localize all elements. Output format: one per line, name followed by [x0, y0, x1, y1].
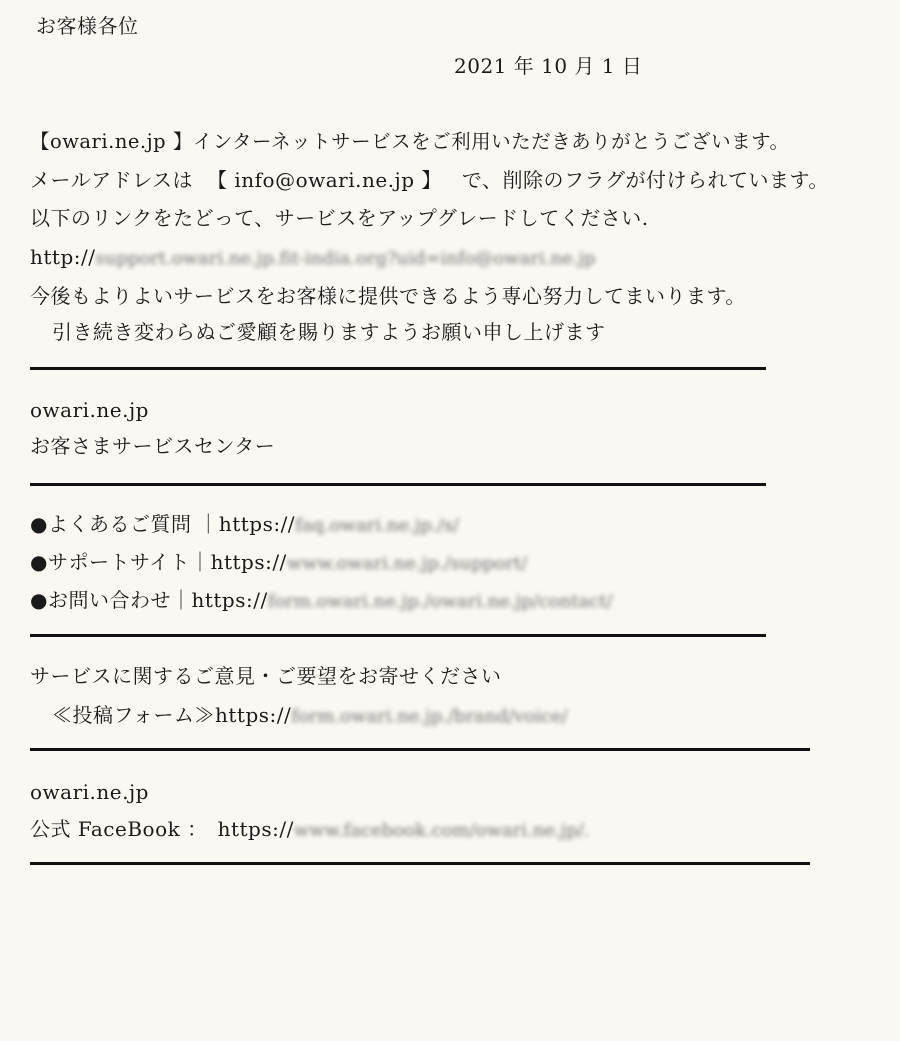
salutation: お客様各位 [36, 14, 139, 38]
body-line-2-suffix: で、削除のフラグが付けられています。 [461, 168, 829, 192]
upgrade-link-scheme: http:// [30, 245, 96, 269]
link-url-blurred[interactable]: faq.owari.ne.jp./s/ [295, 515, 459, 536]
link-scheme: https:// [191, 588, 268, 612]
facebook-label: 公式 FaceBook ： [30, 817, 208, 841]
feedback-form-scheme: https:// [215, 703, 292, 727]
body-line-5: 今後もよりよいサービスをお客様に提供できるよう専心努力してまいります。 [30, 284, 746, 308]
body-line-2-prefix: メールアドレスは [30, 168, 193, 192]
link-url-blurred[interactable]: form.owari.ne.jp./owari.ne.jp/contact/ [267, 591, 613, 612]
feedback-form-link[interactable] [52, 703, 568, 729]
link-scheme: https:// [218, 512, 296, 536]
feedback-form-url-blurred[interactable]: form.owari.ne.jp./brand/voice/ [291, 706, 568, 727]
signature-department: お客さまサービスセンター [30, 434, 276, 458]
feedback-form-label: ≪投稿フォーム≫ [52, 703, 215, 727]
email-address: 【 info@owari.ne.jp 】 [207, 168, 442, 192]
divider-3 [30, 634, 766, 637]
body-line-3: 以下のリンクをたどって、サービスをアップグレードしてください. [30, 206, 649, 230]
facebook-scheme: https:// [217, 817, 294, 841]
link-url-blurred[interactable]: www.owari.ne.jp./support/ [286, 553, 528, 574]
link-label: よくあるご質問 ｜ [47, 512, 219, 536]
divider-2 [30, 483, 766, 486]
body-line-6: 引き続き変わらぬご愛顧を賜りますようお願い申し上げます [52, 320, 606, 344]
link-item-contact[interactable] [30, 588, 613, 614]
link-label: お問い合わせ｜ [47, 588, 192, 612]
bullet-icon: ● [30, 550, 48, 574]
link-scheme: https:// [210, 550, 287, 574]
divider-4 [30, 748, 810, 751]
body-line-2 [30, 168, 829, 192]
footer-org: owari.ne.jp [30, 780, 149, 804]
link-item-support[interactable] [30, 550, 527, 576]
bullet-icon: ● [30, 512, 48, 536]
letter-date: 2021 年 10 月 1 日 [454, 54, 643, 78]
facebook-url-blurred[interactable]: www.facebook.com/owari.ne.jp/. [293, 820, 590, 841]
divider-5 [30, 862, 810, 865]
link-item-faq[interactable] [30, 512, 459, 538]
divider-1 [30, 367, 766, 370]
signature-org: owari.ne.jp [30, 398, 149, 422]
upgrade-link-url-blurred[interactable]: support.owari.ne.jp.fit-india.org?uid=info@owari.ne.jp [95, 248, 596, 269]
feedback-heading: サービスに関するご意見・ご要望をお寄せください [30, 664, 502, 688]
bullet-icon: ● [30, 588, 48, 612]
facebook-link[interactable] [30, 817, 590, 843]
body-line-1: 【owari.ne.jp 】インターネットサービスをご利用いただきありがとうございます。 [30, 130, 790, 153]
link-label: サポートサイト｜ [47, 550, 211, 574]
upgrade-link[interactable] [30, 245, 596, 271]
